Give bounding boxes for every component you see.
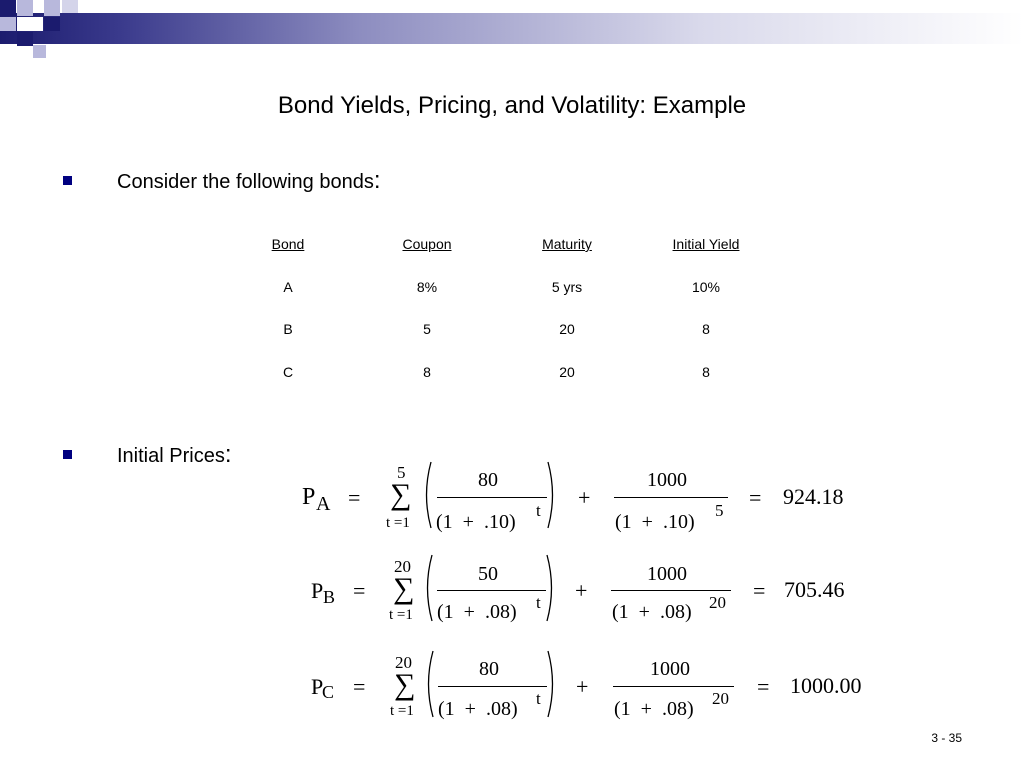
table-header-maturity: Maturity: [542, 236, 592, 252]
price-subscript: A: [316, 493, 331, 515]
exponent-1: t: [536, 593, 541, 612]
table-cell: 8%: [416, 279, 438, 295]
price-symbol: P: [311, 674, 324, 699]
price-symbol: P: [311, 578, 324, 603]
table-header-coupon: Coupon: [402, 236, 452, 252]
numerator-1: 80: [478, 469, 498, 491]
bullet-label: Consider the following bonds: [117, 171, 374, 193]
bullet-label: Initial Prices: [117, 445, 225, 467]
decor-square: [33, 45, 46, 58]
numerator-2: 1000: [647, 563, 687, 585]
plus-sign: +: [578, 485, 591, 510]
right-paren-icon: [544, 553, 558, 623]
fraction-bar: [611, 590, 731, 591]
exponent-1: t: [536, 689, 541, 708]
equals-sign: =: [353, 674, 366, 699]
fraction-bar: [614, 497, 728, 498]
plus-sign: +: [575, 578, 588, 603]
slide-title: Bond Yields, Pricing, and Volatility: Example: [277, 92, 747, 119]
decor-square: [44, 17, 60, 31]
sigma-icon: ∑: [390, 478, 412, 511]
table-cell: 10%: [691, 279, 721, 295]
table-cell: 20: [559, 321, 575, 337]
exponent-2: 5: [715, 501, 724, 520]
left-paren-icon: [422, 649, 436, 719]
decor-square: [17, 0, 33, 16]
fraction-bar: [437, 590, 546, 591]
slide-number: 3 - 35: [931, 731, 962, 745]
fraction-bar: [613, 686, 734, 687]
left-paren-icon: [420, 460, 434, 530]
header-gradient-band: [0, 13, 1024, 44]
sigma-icon: ∑: [393, 572, 415, 605]
exponent-2: 20: [709, 593, 726, 612]
price-subscript: C: [322, 682, 335, 702]
denominator-1: (1 + .08): [438, 698, 518, 720]
sum-upper-limit: 5: [397, 463, 406, 482]
sigma-icon: ∑: [394, 668, 416, 701]
equals-sign: =: [757, 674, 770, 699]
exponent-1: t: [536, 501, 541, 520]
denominator-1: (1 + .10): [436, 511, 516, 533]
table-cell: A: [283, 279, 293, 295]
denominator-2: (1 + .10): [615, 511, 695, 533]
table-cell: 8: [702, 321, 710, 337]
equals-sign: =: [348, 485, 361, 510]
denominator-1: (1 + .08): [437, 601, 517, 623]
equals-sign: =: [753, 578, 766, 603]
price-subscript: B: [323, 587, 336, 607]
fraction-bar: [437, 497, 547, 498]
bullet-square-icon: [63, 176, 72, 185]
plus-sign: +: [576, 674, 589, 699]
price-symbol: P: [302, 484, 316, 510]
table-cell: 8: [702, 364, 710, 380]
result-value: 1000.00: [790, 673, 862, 698]
left-paren-icon: [421, 553, 435, 623]
table-cell: 8: [423, 364, 431, 380]
exponent-2: 20: [712, 689, 729, 708]
fraction-bar: [438, 686, 547, 687]
sum-upper-limit: 20: [394, 557, 411, 576]
decor-square: [62, 0, 78, 13]
table-cell: 20: [559, 364, 575, 380]
decor-square: [0, 17, 16, 31]
right-paren-icon: [545, 649, 559, 719]
table-cell: C: [282, 364, 294, 380]
bullet-colon: :: [224, 441, 232, 468]
bullet-text: [117, 167, 381, 195]
numerator-1: 80: [479, 658, 499, 680]
sum-upper-limit: 20: [395, 653, 412, 672]
bullet-colon: :: [373, 167, 381, 194]
numerator-2: 1000: [647, 469, 687, 491]
numerator-2: 1000: [650, 658, 690, 680]
equals-sign: =: [353, 578, 366, 603]
decor-square: [0, 0, 16, 16]
table-header-bond: Bond: [271, 236, 305, 252]
result-value: 924.18: [783, 484, 844, 509]
table-cell: 5 yrs: [551, 279, 583, 295]
decor-square: [44, 0, 60, 16]
table-cell: 5: [423, 321, 431, 337]
table-cell: B: [283, 321, 293, 337]
sum-lower-limit: t =1: [389, 607, 413, 623]
sum-lower-limit: t =1: [386, 515, 410, 531]
decor-square: [17, 17, 43, 31]
right-paren-icon: [545, 460, 559, 530]
sum-lower-limit: t =1: [390, 703, 414, 719]
denominator-2: (1 + .08): [612, 601, 692, 623]
table-header-initial-yield: Initial Yield: [672, 236, 740, 252]
bullet-text: [117, 441, 231, 469]
result-value: 705.46: [784, 577, 845, 602]
denominator-2: (1 + .08): [614, 698, 694, 720]
numerator-1: 50: [478, 563, 498, 585]
bullet-square-icon: [63, 450, 72, 459]
equals-sign: =: [749, 485, 762, 510]
decor-square: [17, 32, 33, 46]
